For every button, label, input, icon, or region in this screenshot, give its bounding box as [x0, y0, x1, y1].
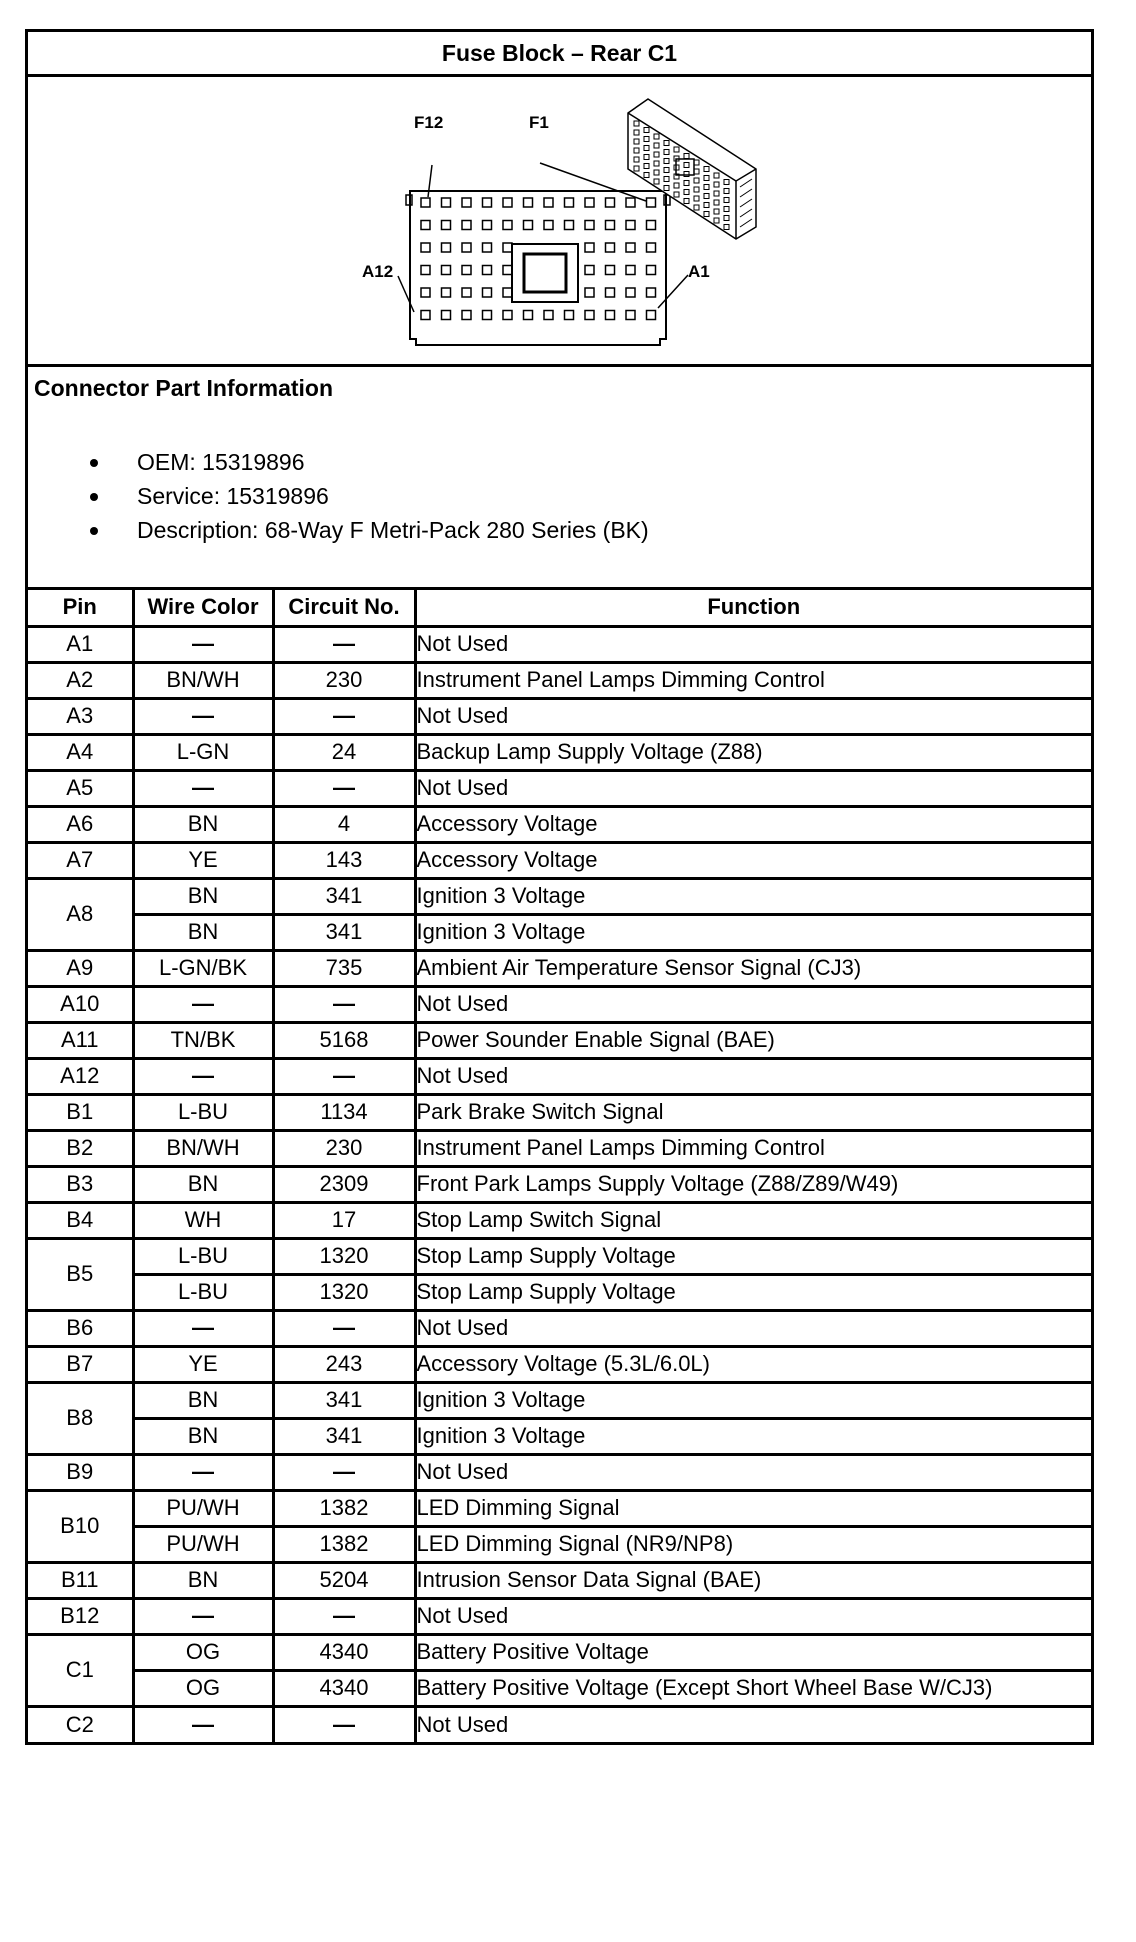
pin-cell: A11 [28, 1022, 133, 1058]
wire-color-cell: — [133, 1598, 273, 1634]
wire-color-cell: — [133, 1706, 273, 1742]
table-row [28, 1058, 1091, 1094]
wire-color-cell: L-GN/BK [133, 950, 273, 986]
circuit-number-cell: 735 [273, 950, 415, 986]
table-row [28, 1418, 1091, 1454]
function-cell: Not Used [415, 626, 1091, 662]
wire-color-cell: PU/WH [133, 1526, 273, 1562]
circuit-number-cell: — [273, 1058, 415, 1094]
pin-cavity [483, 221, 492, 230]
function-cell: Accessory Voltage [415, 806, 1091, 842]
table-row [28, 1454, 1091, 1490]
pin-cavity [585, 288, 594, 297]
table-row [28, 842, 1091, 878]
pin-cavity [524, 198, 533, 207]
pin-cavity [421, 221, 430, 230]
pin-cell: C1 [28, 1634, 133, 1706]
function-cell: Accessory Voltage [415, 842, 1091, 878]
pin-cavity [442, 311, 451, 320]
circuit-number-cell: — [273, 1310, 415, 1346]
pin-cavity [462, 198, 471, 207]
circuit-number-cell: 5168 [273, 1022, 415, 1058]
wire-color-cell: BN/WH [133, 1130, 273, 1166]
function-cell: LED Dimming Signal (NR9/NP8) [415, 1526, 1091, 1562]
table-row [28, 1346, 1091, 1382]
pin-cavity [606, 266, 615, 275]
pin-cavity [421, 311, 430, 320]
label-f1: F1 [529, 113, 549, 132]
circuit-number-cell: 341 [273, 914, 415, 950]
wire-color-cell: YE [133, 1346, 273, 1382]
wire-color-cell: — [133, 1310, 273, 1346]
pin-cavity [626, 311, 635, 320]
table-row [28, 986, 1091, 1022]
pin-cell: B10 [28, 1490, 133, 1562]
pin-cavity [585, 266, 594, 275]
function-cell: Ignition 3 Voltage [415, 878, 1091, 914]
pin-cell: B6 [28, 1310, 133, 1346]
table-row [28, 1634, 1091, 1670]
pin-cavity [606, 198, 615, 207]
circuit-number-cell: 341 [273, 1382, 415, 1418]
wire-color-cell: BN [133, 1418, 273, 1454]
pin-cavity [421, 198, 430, 207]
pin-cavity [524, 311, 533, 320]
pin-cell: A2 [28, 662, 133, 698]
table-row [28, 950, 1091, 986]
a1-leader [658, 275, 688, 308]
pin-cavity [544, 311, 553, 320]
function-cell: Ambient Air Temperature Sensor Signal (CJ3) [415, 950, 1091, 986]
pin-cavity [606, 221, 615, 230]
circuit-number-cell: 243 [273, 1346, 415, 1382]
circuit-number-cell: 230 [273, 1130, 415, 1166]
wire-color-cell: L-BU [133, 1274, 273, 1310]
pin-cell: A6 [28, 806, 133, 842]
circuit-number-cell: 4 [273, 806, 415, 842]
table-row [28, 1382, 1091, 1418]
circuit-number-cell: 17 [273, 1202, 415, 1238]
wire-color-cell: — [133, 626, 273, 662]
pin-cavity [462, 221, 471, 230]
wire-color-cell: BN [133, 1166, 273, 1202]
pin-cavity [647, 266, 656, 275]
circuit-number-cell: — [273, 698, 415, 734]
connector-description: Description: 68-Way F Metri-Pack 280 Series (BK) [84, 513, 649, 547]
circuit-number-cell: 1382 [273, 1526, 415, 1562]
pin-cavity [524, 221, 533, 230]
label-a12: A12 [362, 262, 394, 281]
pin-cell: A3 [28, 698, 133, 734]
function-cell: Not Used [415, 986, 1091, 1022]
wire-color-cell: OG [133, 1634, 273, 1670]
connector-diagram [28, 77, 1091, 367]
wire-color-cell: L-GN [133, 734, 273, 770]
sheet-title: Fuse Block – Rear C1 [28, 32, 1091, 77]
function-cell: Not Used [415, 1310, 1091, 1346]
pin-cavity [442, 198, 451, 207]
function-cell: Instrument Panel Lamps Dimming Control [415, 662, 1091, 698]
pin-cavity [442, 288, 451, 297]
wire-color-cell: BN [133, 878, 273, 914]
wire-color-cell: OG [133, 1670, 273, 1706]
pin-cavity [442, 221, 451, 230]
pin-cavity [442, 243, 451, 252]
pin-cell: A8 [28, 878, 133, 950]
function-cell: Not Used [415, 1058, 1091, 1094]
function-cell: Stop Lamp Switch Signal [415, 1202, 1091, 1238]
table-row [28, 1490, 1091, 1526]
pin-cavity [462, 288, 471, 297]
wire-color-cell: — [133, 770, 273, 806]
function-cell: LED Dimming Signal [415, 1490, 1091, 1526]
pin-cell: B11 [28, 1562, 133, 1598]
pinout-header-row [28, 590, 1091, 626]
table-row [28, 914, 1091, 950]
connector-info-heading: Connector Part Information [34, 375, 334, 401]
function-cell: Ignition 3 Voltage [415, 1382, 1091, 1418]
pin-cavity [483, 288, 492, 297]
function-cell: Stop Lamp Supply Voltage [415, 1274, 1091, 1310]
pin-cavity [503, 311, 512, 320]
pin-cavity [647, 243, 656, 252]
pin-cavity [647, 221, 656, 230]
table-row [28, 698, 1091, 734]
table-row [28, 734, 1091, 770]
circuit-number-cell: 230 [273, 662, 415, 698]
pin-cavity [544, 198, 553, 207]
pin-cavity [565, 311, 574, 320]
pin-cavity [606, 311, 615, 320]
table-row [28, 1706, 1091, 1742]
center-block-inner [524, 254, 566, 292]
pin-cell: B12 [28, 1598, 133, 1634]
pin-cavity [483, 243, 492, 252]
table-row [28, 1238, 1091, 1274]
pin-cell: B1 [28, 1094, 133, 1130]
circuit-number-cell: 1320 [273, 1238, 415, 1274]
pin-cell: B4 [28, 1202, 133, 1238]
function-cell: Battery Positive Voltage (Except Short Wheel Base W/CJ3) [415, 1670, 1091, 1706]
table-row [28, 662, 1091, 698]
function-cell: Not Used [415, 1598, 1091, 1634]
circuit-number-cell: 1134 [273, 1094, 415, 1130]
circuit-number-cell: 1382 [273, 1490, 415, 1526]
function-cell: Ignition 3 Voltage [415, 914, 1091, 950]
circuit-number-cell: — [273, 1598, 415, 1634]
label-f12: F12 [414, 113, 444, 132]
wire-color-cell: YE [133, 842, 273, 878]
function-cell: Intrusion Sensor Data Signal (BAE) [415, 1562, 1091, 1598]
header-function: Function [415, 590, 1091, 626]
circuit-number-cell: 5204 [273, 1562, 415, 1598]
connector-part-information [28, 367, 1091, 590]
table-row [28, 1310, 1091, 1346]
function-cell: Stop Lamp Supply Voltage [415, 1238, 1091, 1274]
connector-face-drawing [28, 77, 1091, 364]
table-row [28, 806, 1091, 842]
table-row [28, 1130, 1091, 1166]
wire-color-cell: L-BU [133, 1094, 273, 1130]
function-cell: Power Sounder Enable Signal (BAE) [415, 1022, 1091, 1058]
function-cell: Not Used [415, 1706, 1091, 1742]
pin-cavity [626, 266, 635, 275]
circuit-number-cell: 341 [273, 1418, 415, 1454]
function-cell: Park Brake Switch Signal [415, 1094, 1091, 1130]
wire-color-cell: — [133, 1454, 273, 1490]
connector-info-list [84, 445, 649, 547]
pin-cavity [585, 311, 594, 320]
wire-color-cell: — [133, 698, 273, 734]
circuit-number-cell: 24 [273, 734, 415, 770]
pin-cell: A7 [28, 842, 133, 878]
pin-cavity [483, 311, 492, 320]
circuit-number-cell: — [273, 986, 415, 1022]
connector-sheet [25, 29, 1094, 1745]
table-row [28, 1202, 1091, 1238]
pin-cell: B2 [28, 1130, 133, 1166]
circuit-number-cell: 4340 [273, 1670, 415, 1706]
function-cell: Not Used [415, 770, 1091, 806]
pin-cavity [462, 243, 471, 252]
wire-color-cell: — [133, 986, 273, 1022]
pin-cavity [483, 198, 492, 207]
circuit-number-cell: — [273, 626, 415, 662]
pin-cavity [544, 221, 553, 230]
pin-cavity [626, 198, 635, 207]
circuit-number-cell: 341 [273, 878, 415, 914]
wire-color-cell: L-BU [133, 1238, 273, 1274]
pinout-table [28, 590, 1091, 1742]
table-row [28, 626, 1091, 662]
pin-cavity [606, 288, 615, 297]
pin-cell: B8 [28, 1382, 133, 1454]
pin-cell: B5 [28, 1238, 133, 1310]
wire-color-cell: BN [133, 1382, 273, 1418]
pin-cavity [503, 198, 512, 207]
pin-cavity [503, 288, 512, 297]
pin-cavity [421, 288, 430, 297]
wire-color-cell: PU/WH [133, 1490, 273, 1526]
pin-cavity [585, 198, 594, 207]
pin-cell: A12 [28, 1058, 133, 1094]
pin-cell: B3 [28, 1166, 133, 1202]
pin-cavity [585, 243, 594, 252]
pin-cavity [503, 266, 512, 275]
function-cell: Ignition 3 Voltage [415, 1418, 1091, 1454]
service-part-number: Service: 15319896 [84, 479, 649, 513]
pin-cell: A9 [28, 950, 133, 986]
pin-cavity [626, 288, 635, 297]
pin-cell: C2 [28, 1706, 133, 1742]
label-a1: A1 [688, 262, 710, 281]
pin-cavity [503, 243, 512, 252]
circuit-number-cell: — [273, 1454, 415, 1490]
pin-cavity [462, 266, 471, 275]
wire-color-cell: BN [133, 1562, 273, 1598]
header-pin: Pin [28, 590, 133, 626]
circuit-number-cell: 1320 [273, 1274, 415, 1310]
function-cell: Instrument Panel Lamps Dimming Control [415, 1130, 1091, 1166]
function-cell: Battery Positive Voltage [415, 1634, 1091, 1670]
circuit-number-cell: 4340 [273, 1634, 415, 1670]
table-row [28, 1166, 1091, 1202]
a12-leader [398, 276, 414, 312]
pin-cell: A5 [28, 770, 133, 806]
pin-cavity [421, 243, 430, 252]
pin-cavity [565, 221, 574, 230]
circuit-number-cell: 2309 [273, 1166, 415, 1202]
pin-cavity [585, 221, 594, 230]
table-row [28, 1598, 1091, 1634]
function-cell: Front Park Lamps Supply Voltage (Z88/Z89/W49) [415, 1166, 1091, 1202]
table-row [28, 1526, 1091, 1562]
pin-cavity [442, 266, 451, 275]
pin-cell: A10 [28, 986, 133, 1022]
pin-cell: B7 [28, 1346, 133, 1382]
pin-cell: A1 [28, 626, 133, 662]
pin-cavity [626, 221, 635, 230]
wire-color-cell: — [133, 1058, 273, 1094]
pin-cavity [647, 198, 656, 207]
table-row [28, 770, 1091, 806]
function-cell: Not Used [415, 1454, 1091, 1490]
wire-color-cell: WH [133, 1202, 273, 1238]
table-row [28, 1022, 1091, 1058]
pin-cell: A4 [28, 734, 133, 770]
table-row [28, 1670, 1091, 1706]
pin-cell: B9 [28, 1454, 133, 1490]
circuit-number-cell: 143 [273, 842, 415, 878]
pin-cavity [503, 221, 512, 230]
pinout-rows [28, 626, 1091, 1742]
table-row [28, 878, 1091, 914]
function-cell: Accessory Voltage (5.3L/6.0L) [415, 1346, 1091, 1382]
pin-cavity [606, 243, 615, 252]
table-row [28, 1562, 1091, 1598]
pin-cavity [626, 243, 635, 252]
table-row [28, 1274, 1091, 1310]
pin-cavity [647, 311, 656, 320]
function-cell: Backup Lamp Supply Voltage (Z88) [415, 734, 1091, 770]
oem-part-number: OEM: 15319896 [84, 445, 649, 479]
header-circuit-no: Circuit No. [273, 590, 415, 626]
wire-color-cell: BN [133, 914, 273, 950]
pin-cavity [565, 198, 574, 207]
function-cell: Not Used [415, 698, 1091, 734]
wire-color-cell: BN/WH [133, 662, 273, 698]
header-wire-color: Wire Color [133, 590, 273, 626]
wire-color-cell: TN/BK [133, 1022, 273, 1058]
wire-color-cell: BN [133, 806, 273, 842]
pin-cavity [462, 311, 471, 320]
table-row [28, 1094, 1091, 1130]
f12-leader [428, 165, 432, 197]
connector-body-outline [410, 191, 666, 345]
pin-cavity [421, 266, 430, 275]
circuit-number-cell: — [273, 1706, 415, 1742]
connector-isometric-view [628, 99, 756, 239]
pin-cavity [483, 266, 492, 275]
circuit-number-cell: — [273, 770, 415, 806]
pin-cavity [647, 288, 656, 297]
